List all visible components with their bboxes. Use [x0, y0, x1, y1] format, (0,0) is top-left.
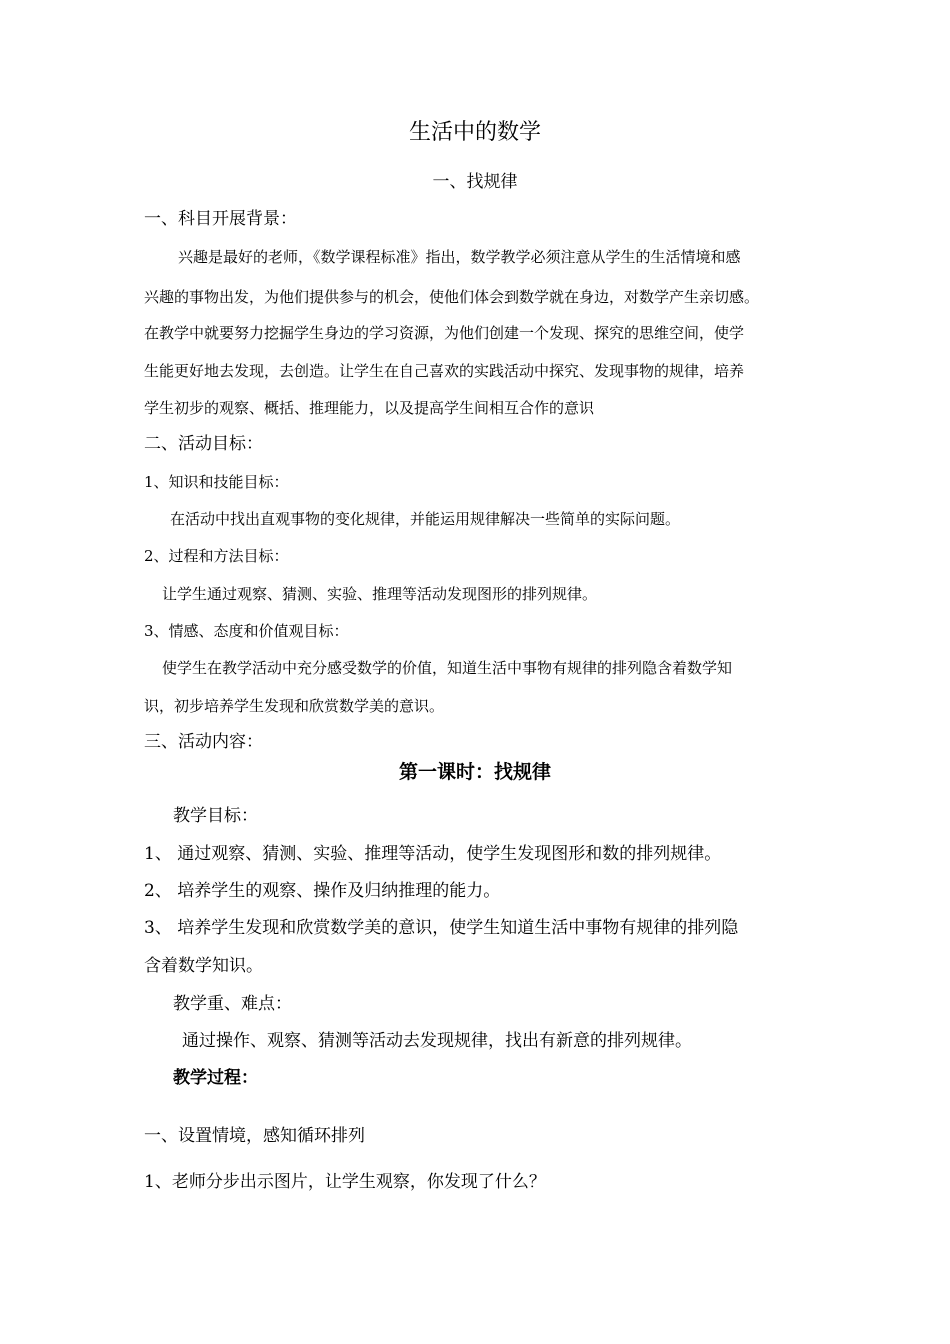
process-label: 教学过程： [173, 1068, 258, 1088]
document-title: 生活中的数学 [408, 120, 541, 145]
keypoints-label: 教学重、难点： [173, 994, 292, 1014]
goal-text: 在活动中找出直观事物的变化规律，并能运用规律解决一些简单的实际问题。 [170, 510, 681, 528]
goal-text: 识，初步培养学生发现和欣赏数学美的意识。 [144, 697, 445, 715]
document-subtitle: 一、找规律 [432, 172, 518, 192]
objectives-label: 教学目标： [173, 806, 258, 826]
paragraph-line: 在教学中就要努力挖掘学生身边的学习资源，为他们创建一个发现、探究的思维空间，使学 [144, 324, 745, 342]
objective-item: 1、 通过观察、猜测、实验、推理等活动，使学生发现图形和数的排列规律。 [144, 844, 722, 864]
goal-title: 1、知识和技能目标： [144, 473, 289, 491]
paragraph-line: 生能更好地去发现，去创造。让学生在自己喜欢的实践活动中探究、发现事物的规律，培养 [144, 362, 745, 380]
goal-text: 使学生在教学活动中充分感受数学的价值，知道生活中事物有规律的排列隐含着数学知 [162, 659, 733, 677]
step-heading: 一、设置情境，感知循环排列 [144, 1126, 365, 1146]
keypoints-text: 通过操作、观察、猜测等活动去发现规律，找出有新意的排列规律。 [182, 1031, 692, 1051]
paragraph-line: 兴趣的事物出发，为他们提供参与的机会，使他们体会到数学就在身边，对数学产生亲切感。 [144, 288, 760, 306]
section-heading-content: 三、活动内容： [144, 732, 263, 752]
goal-text: 让学生通过观察、猜测、实验、推理等活动发现图形的排列规律。 [162, 585, 598, 603]
section-heading-background: 一、科目开展背景： [144, 209, 297, 229]
paragraph-line: 兴趣是最好的老师，《数学课程标准》指出，数学教学必须注意从学生的生活情境和感 [178, 248, 741, 266]
objective-item: 3、 培养学生发现和欣赏数学美的意识，使学生知道生活中事物有规律的排列隐 [144, 918, 739, 938]
paragraph-line: 学生初步的观察、概括、推理能力，以及提高学生间相互合作的意识 [144, 399, 595, 417]
objective-item: 含着数学知识。 [144, 956, 263, 976]
goal-title: 3、情感、态度和价值观目标： [144, 622, 349, 640]
step-item: 1、老师分步出示图片，让学生观察，你发现了什么？ [144, 1172, 546, 1192]
section-heading-goals: 二、活动目标： [144, 434, 263, 454]
objective-item: 2、 培养学生的观察、操作及归纳推理的能力。 [144, 881, 501, 901]
lesson-title: 第一课时：找规律 [398, 761, 551, 783]
goal-title: 2、过程和方法目标： [144, 547, 289, 565]
